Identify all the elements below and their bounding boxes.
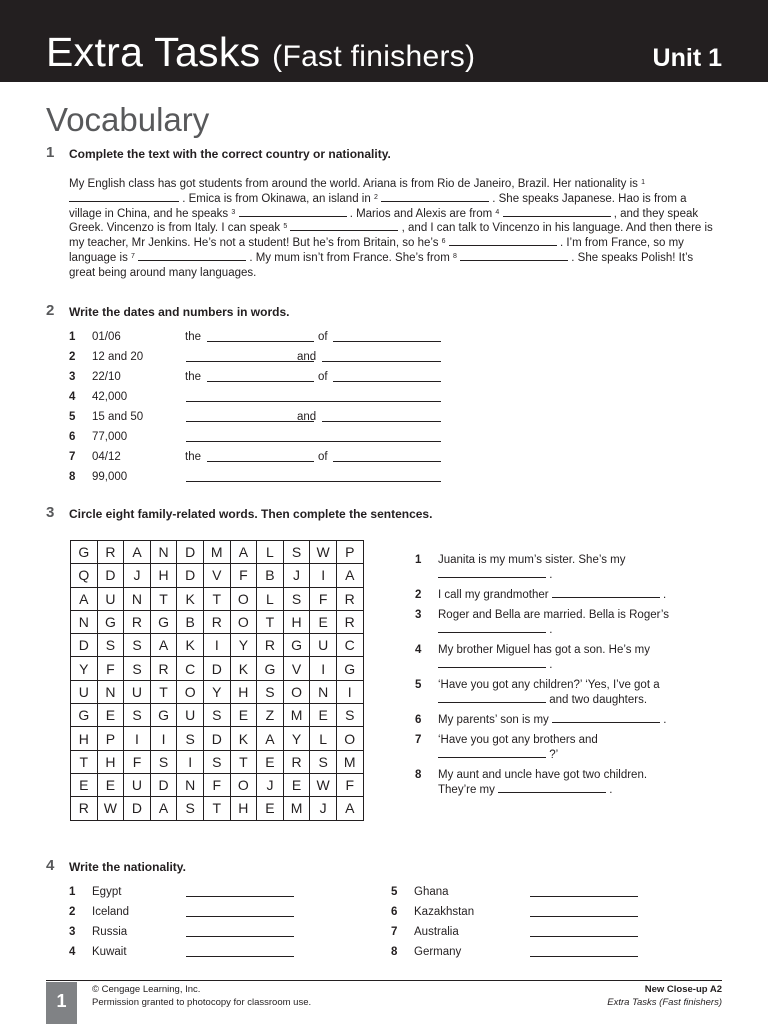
answer-blank[interactable] xyxy=(322,361,441,362)
country-name: Russia xyxy=(92,926,128,938)
grid-letter[interactable]: T xyxy=(203,797,230,820)
answer-blank[interactable] xyxy=(186,421,314,422)
grid-row xyxy=(71,773,364,796)
exercise-1-text xyxy=(69,177,717,281)
grid-letter[interactable]: O xyxy=(336,727,363,750)
sentence-4-blank[interactable] xyxy=(438,658,546,668)
item-word: and xyxy=(297,351,317,363)
sentence-1-blank[interactable] xyxy=(438,568,546,578)
sentence-text: . xyxy=(549,658,553,671)
grid-letter[interactable]: Y xyxy=(230,634,257,657)
text-segment: My English class has got students from around the world. Ariana is from Rio de Janeiro, Brazil. Her nationality is xyxy=(69,178,642,190)
grid-letter[interactable]: U xyxy=(177,704,204,727)
grid-letter[interactable]: A xyxy=(257,727,284,750)
answer-blank[interactable] xyxy=(333,341,441,342)
grid-letter[interactable]: D xyxy=(150,773,177,796)
grid-letter[interactable]: C xyxy=(336,634,363,657)
item-number: 3 xyxy=(69,371,76,383)
book-info xyxy=(607,984,722,1009)
grid-letter[interactable]: Y xyxy=(283,727,310,750)
exercise-1-instruction: Complete the text with the correct country or nationality. xyxy=(69,147,391,161)
grid-letter[interactable]: K xyxy=(177,634,204,657)
answer-blank[interactable] xyxy=(333,381,441,382)
grid-letter[interactable]: C xyxy=(177,657,204,680)
item-number: 6 xyxy=(69,431,76,443)
gap-5-blank[interactable] xyxy=(290,221,398,231)
answer-blank[interactable] xyxy=(186,916,294,917)
grid-letter[interactable]: Z xyxy=(257,704,284,727)
grid-letter[interactable]: T xyxy=(71,750,98,773)
grid-letter[interactable]: H xyxy=(150,564,177,587)
item-word: and xyxy=(297,411,317,423)
item-number: 4 xyxy=(69,391,76,403)
grid-letter[interactable]: D xyxy=(177,541,204,564)
item-prompt: 15 and 50 xyxy=(92,411,144,423)
grid-row xyxy=(71,750,364,773)
answer-blank[interactable] xyxy=(530,896,638,897)
country-name: Kazakhstan xyxy=(414,906,475,918)
grid-letter[interactable]: E xyxy=(283,773,310,796)
grid-letter[interactable]: I xyxy=(203,634,230,657)
book-title: New Close-up A2 xyxy=(644,984,722,995)
grid-letter[interactable]: S xyxy=(150,750,177,773)
sentence-7 xyxy=(438,733,598,762)
item-prompt: 77,000 xyxy=(92,431,128,443)
gap-2-blank[interactable] xyxy=(381,192,489,202)
item-number: 3 xyxy=(69,926,76,938)
grid-row xyxy=(71,657,364,680)
grid-letter[interactable]: W xyxy=(310,541,337,564)
grid-letter[interactable]: U xyxy=(124,680,151,703)
text-segment: , and I can talk to Vincenzo in his language. And then there is my teacher, Mr Jenkins. He’s not a student! But he’s from Britain, so he’s xyxy=(69,222,713,250)
grid-row xyxy=(71,587,364,610)
grid-letter[interactable]: N xyxy=(124,587,151,610)
grid-letter[interactable]: N xyxy=(310,680,337,703)
item-number: 7 xyxy=(391,926,398,938)
exercise-3-number: 3 xyxy=(46,504,55,521)
title-subtitle: (Fast finishers) xyxy=(272,40,476,73)
answer-blank[interactable] xyxy=(530,916,638,917)
sentence-number: 4 xyxy=(415,644,422,656)
sentence-text: My aunt and uncle have got two children. xyxy=(438,769,648,781)
answer-blank[interactable] xyxy=(186,441,441,442)
page-title xyxy=(46,28,475,81)
grid-letter[interactable]: M xyxy=(283,704,310,727)
section-title: Vocabulary xyxy=(46,101,210,138)
grid-row xyxy=(71,610,364,633)
grid-letter[interactable]: A xyxy=(150,797,177,820)
grid-letter[interactable]: R xyxy=(150,657,177,680)
sentence-number: 2 xyxy=(415,589,422,601)
text-segment: . I’m from France, so my language is xyxy=(69,237,684,264)
grid-letter[interactable]: T xyxy=(150,680,177,703)
grid-letter[interactable]: A xyxy=(71,587,98,610)
grid-letter[interactable]: I xyxy=(310,657,337,680)
grid-letter[interactable]: O xyxy=(230,587,257,610)
grid-letter[interactable]: E xyxy=(230,704,257,727)
answer-blank[interactable] xyxy=(186,936,294,937)
sentence-2 xyxy=(438,588,666,603)
grid-letter[interactable]: R xyxy=(257,634,284,657)
sentence-5 xyxy=(438,678,660,707)
exercise-4-number: 4 xyxy=(46,857,55,874)
grid-letter[interactable]: O xyxy=(177,680,204,703)
grid-letter[interactable]: S xyxy=(203,704,230,727)
country-name: Australia xyxy=(414,926,459,938)
gap-number: 8 xyxy=(452,252,457,260)
grid-letter[interactable]: I xyxy=(150,727,177,750)
sentence-number: 7 xyxy=(415,734,422,746)
grid-row xyxy=(71,704,364,727)
grid-letter[interactable]: M xyxy=(283,797,310,820)
grid-letter[interactable]: J xyxy=(257,773,284,796)
grid-letter[interactable]: M xyxy=(336,750,363,773)
grid-letter[interactable]: H xyxy=(97,750,124,773)
item-prompt: 12 and 20 xyxy=(92,351,144,363)
grid-letter[interactable]: W xyxy=(97,797,124,820)
sentence-number: 1 xyxy=(415,554,422,566)
sentence-number: 3 xyxy=(415,609,422,621)
sentence-6 xyxy=(438,713,666,728)
grid-letter[interactable]: R xyxy=(124,610,151,633)
grid-letter[interactable]: J xyxy=(310,797,337,820)
item-prompt: 01/06 xyxy=(92,331,121,343)
grid-letter[interactable]: E xyxy=(310,610,337,633)
gap-1-blank[interactable] xyxy=(69,192,179,202)
grid-letter[interactable]: L xyxy=(310,727,337,750)
grid-letter[interactable]: U xyxy=(124,773,151,796)
grid-letter[interactable]: D xyxy=(203,657,230,680)
grid-letter[interactable]: G xyxy=(336,657,363,680)
grid-letter[interactable]: G xyxy=(257,657,284,680)
grid-letter[interactable]: G xyxy=(71,541,98,564)
grid-letter[interactable]: N xyxy=(97,680,124,703)
grid-letter[interactable]: D xyxy=(124,797,151,820)
grid-row xyxy=(71,680,364,703)
item-word: the xyxy=(185,331,201,343)
grid-letter[interactable]: A xyxy=(230,541,257,564)
item-number: 2 xyxy=(69,906,76,918)
grid-letter[interactable]: S xyxy=(124,657,151,680)
answer-blank[interactable] xyxy=(186,401,441,402)
sentence-3 xyxy=(438,608,669,637)
country-name: Germany xyxy=(414,946,462,958)
gap-number: 4 xyxy=(495,208,500,216)
title-main: Extra Tasks xyxy=(46,29,261,75)
grid-letter[interactable]: K xyxy=(230,657,257,680)
grid-letter[interactable]: B xyxy=(177,610,204,633)
answer-blank[interactable] xyxy=(207,461,314,462)
grid-letter[interactable]: E xyxy=(257,797,284,820)
answer-blank[interactable] xyxy=(322,421,441,422)
grid-letter[interactable]: I xyxy=(177,750,204,773)
grid-letter[interactable]: D xyxy=(71,634,98,657)
grid-letter[interactable]: A xyxy=(150,634,177,657)
grid-row xyxy=(71,541,364,564)
grid-row xyxy=(71,797,364,820)
grid-letter[interactable]: R xyxy=(71,797,98,820)
unit-label: Unit 1 xyxy=(652,44,722,72)
grid-letter[interactable]: W xyxy=(310,773,337,796)
gap-number: 2 xyxy=(373,193,378,201)
grid-letter[interactable]: F xyxy=(230,564,257,587)
grid-letter[interactable]: S xyxy=(177,727,204,750)
grid-letter[interactable]: S xyxy=(257,680,284,703)
item-word: of xyxy=(318,331,328,343)
sentence-3-blank[interactable] xyxy=(438,623,546,633)
copyright-notice xyxy=(92,984,311,1009)
item-number: 8 xyxy=(391,946,398,958)
sentence-text: . xyxy=(663,714,667,726)
grid-letter[interactable]: A xyxy=(336,564,363,587)
exercise-2-number: 2 xyxy=(46,302,55,319)
grid-letter[interactable]: S xyxy=(283,541,310,564)
sentence-2-blank[interactable] xyxy=(552,588,660,598)
sentence-text: . xyxy=(549,568,553,581)
grid-row xyxy=(71,564,364,587)
answer-blank[interactable] xyxy=(186,361,314,362)
grid-letter[interactable]: F xyxy=(97,657,124,680)
grid-letter[interactable]: V xyxy=(203,564,230,587)
text-segment: . She speaks Japanese. Hao is from a village in China, and he speaks xyxy=(69,192,687,220)
sentence-text: My brother Miguel has got a son. He’s my xyxy=(438,644,650,656)
answer-blank[interactable] xyxy=(530,936,638,937)
gap-number: 6 xyxy=(441,238,446,246)
grid-letter[interactable]: J xyxy=(283,564,310,587)
copyright-text: © Cengage Learning, Inc. xyxy=(92,984,201,995)
answer-blank[interactable] xyxy=(186,896,294,897)
grid-letter[interactable]: R xyxy=(283,750,310,773)
gap-7-blank[interactable] xyxy=(138,251,246,261)
grid-letter[interactable]: F xyxy=(336,773,363,796)
item-word: the xyxy=(185,451,201,463)
answer-blank[interactable] xyxy=(333,461,441,462)
item-number: 8 xyxy=(69,471,76,483)
grid-letter[interactable]: T xyxy=(257,610,284,633)
word-search-grid xyxy=(70,540,364,821)
grid-letter[interactable]: S xyxy=(97,634,124,657)
grid-letter[interactable]: T xyxy=(150,587,177,610)
item-word: the xyxy=(185,371,201,383)
grid-letter[interactable]: K xyxy=(230,727,257,750)
grid-letter[interactable]: R xyxy=(336,610,363,633)
grid-letter[interactable]: T xyxy=(230,750,257,773)
item-prompt: 42,000 xyxy=(92,391,128,403)
sentence-1 xyxy=(438,553,625,582)
sentence-number: 5 xyxy=(415,679,422,691)
grid-letter[interactable]: G xyxy=(97,610,124,633)
permission-text: Permission granted to photocopy for classroom use. xyxy=(92,996,312,1008)
gap-8-blank[interactable] xyxy=(460,251,568,261)
grid-letter[interactable]: S xyxy=(203,750,230,773)
grid-letter[interactable]: S xyxy=(310,750,337,773)
item-number: 4 xyxy=(69,946,76,958)
item-number: 2 xyxy=(69,351,76,363)
item-prompt: 99,000 xyxy=(92,471,128,483)
country-name: Egypt xyxy=(92,886,122,898)
sentence-text: ‘Have you got any children?’ ‘Yes, I’ve got a xyxy=(438,679,660,691)
exercise-2-instruction: Write the dates and numbers in words. xyxy=(69,305,290,319)
grid-letter[interactable]: K xyxy=(177,587,204,610)
text-segment: . My mum isn’t from France. She’s from xyxy=(246,251,453,264)
item-number: 6 xyxy=(391,906,398,918)
footer-divider xyxy=(46,980,722,981)
grid-letter[interactable]: R xyxy=(203,610,230,633)
grid-letter[interactable]: Q xyxy=(71,564,98,587)
item-word: of xyxy=(318,451,328,463)
country-name: Ghana xyxy=(414,886,449,898)
grid-letter[interactable]: S xyxy=(177,797,204,820)
sentence-7-blank[interactable] xyxy=(438,748,546,758)
grid-letter[interactable]: J xyxy=(124,564,151,587)
sentence-8 xyxy=(438,768,647,797)
sentence-6-blank[interactable] xyxy=(552,713,660,723)
grid-letter[interactable]: R xyxy=(336,587,363,610)
sentence-text: They’re my xyxy=(438,783,495,796)
grid-letter[interactable]: F xyxy=(203,773,230,796)
grid-letter[interactable]: E xyxy=(97,773,124,796)
sentence-8-blank[interactable] xyxy=(498,783,606,793)
grid-letter[interactable]: B xyxy=(257,564,284,587)
grid-letter[interactable]: A xyxy=(336,797,363,820)
text-segment: . Emica is from Okinawa, an island in xyxy=(179,192,374,205)
item-number: 5 xyxy=(69,411,76,423)
grid-letter[interactable]: D xyxy=(203,727,230,750)
grid-letter[interactable]: G xyxy=(71,704,98,727)
sentence-text: . xyxy=(609,783,613,796)
grid-letter[interactable]: L xyxy=(257,587,284,610)
answer-blank[interactable] xyxy=(207,341,314,342)
grid-letter[interactable]: H xyxy=(230,797,257,820)
item-number: 7 xyxy=(69,451,76,463)
item-number: 1 xyxy=(69,886,76,898)
grid-letter[interactable]: E xyxy=(257,750,284,773)
gap-number: 7 xyxy=(131,252,135,260)
grid-letter[interactable]: I xyxy=(124,727,151,750)
gap-4-blank[interactable] xyxy=(503,207,611,217)
grid-letter[interactable]: O xyxy=(283,680,310,703)
grid-row xyxy=(71,634,364,657)
text-segment: . Marios and Alexis are from xyxy=(346,207,496,220)
exercise-1-number: 1 xyxy=(46,144,55,161)
grid-letter[interactable]: O xyxy=(230,610,257,633)
grid-letter[interactable]: U xyxy=(310,634,337,657)
sentence-4 xyxy=(438,643,650,672)
answer-blank[interactable] xyxy=(186,481,441,482)
grid-letter[interactable]: P xyxy=(336,541,363,564)
answer-blank[interactable] xyxy=(207,381,314,382)
grid-letter[interactable]: H xyxy=(283,610,310,633)
answer-blank[interactable] xyxy=(186,956,294,957)
grid-letter[interactable]: F xyxy=(124,750,151,773)
sentence-text: . xyxy=(662,589,667,601)
country-name: Kuwait xyxy=(92,946,127,958)
sentence-number: 8 xyxy=(415,769,422,781)
gap-number: 5 xyxy=(283,223,288,231)
grid-letter[interactable]: Y xyxy=(203,680,230,703)
page-header xyxy=(0,0,768,82)
book-subtitle: Extra Tasks (Fast finishers) xyxy=(607,996,722,1008)
item-word: of xyxy=(318,371,328,383)
grid-letter[interactable]: F xyxy=(310,587,337,610)
country-name: Iceland xyxy=(92,906,130,918)
item-prompt: 04/12 xyxy=(92,451,121,463)
sentence-text: and two daughters. xyxy=(549,693,648,706)
sentence-text: ‘Have you got any brothers and xyxy=(438,734,598,746)
grid-letter[interactable]: U xyxy=(71,680,98,703)
gap-number: 3 xyxy=(231,208,236,216)
gap-6-blank[interactable] xyxy=(449,236,557,246)
exercise-3-instruction: Circle eight family-related words. Then complete the sentences. xyxy=(69,507,433,521)
sentence-text: . xyxy=(549,623,553,636)
grid-letter[interactable]: E xyxy=(97,704,124,727)
answer-blank[interactable] xyxy=(530,956,638,957)
text-segment: . She speaks Polish! It’s great being around many languages. xyxy=(69,251,694,279)
grid-letter[interactable]: S xyxy=(336,704,363,727)
gap-number: 1 xyxy=(641,179,645,186)
item-number: 5 xyxy=(391,886,398,898)
grid-letter[interactable]: R xyxy=(97,541,124,564)
grid-letter[interactable]: S xyxy=(124,634,151,657)
grid-letter[interactable]: M xyxy=(203,541,230,564)
grid-letter[interactable]: T xyxy=(203,587,230,610)
sentence-text: ?’ xyxy=(549,748,559,761)
grid-letter[interactable]: N xyxy=(177,773,204,796)
sentence-text: My parents’ son is my xyxy=(438,714,549,726)
grid-letter[interactable]: V xyxy=(283,657,310,680)
grid-letter[interactable]: S xyxy=(283,587,310,610)
sentence-text: I call my grandmother xyxy=(438,589,549,601)
sentence-text: Juanita is my mum’s sister. She’s my xyxy=(438,554,626,566)
grid-letter[interactable]: G xyxy=(150,610,177,633)
page-number: 1 xyxy=(46,982,77,1024)
grid-letter[interactable]: I xyxy=(310,564,337,587)
grid-letter[interactable]: S xyxy=(124,704,151,727)
grid-letter[interactable]: G xyxy=(283,634,310,657)
grid-letter[interactable]: N xyxy=(150,541,177,564)
grid-letter[interactable]: D xyxy=(97,564,124,587)
grid-letter[interactable]: U xyxy=(97,587,124,610)
grid-letter[interactable]: E xyxy=(310,704,337,727)
grid-letter[interactable]: I xyxy=(336,680,363,703)
text-segment: , and they speak Greek. Vincenzo is from Italy. I can speak xyxy=(69,207,699,235)
grid-letter[interactable]: H xyxy=(71,727,98,750)
grid-letter[interactable]: H xyxy=(230,680,257,703)
grid-letter[interactable]: N xyxy=(71,610,98,633)
grid-letter[interactable]: O xyxy=(230,773,257,796)
gap-3-blank[interactable] xyxy=(239,207,347,217)
item-number: 1 xyxy=(69,331,76,343)
sentence-text: Roger and Bella are married. Bella is Roger’s xyxy=(438,609,669,621)
grid-letter[interactable]: P xyxy=(97,727,124,750)
grid-letter[interactable]: L xyxy=(257,541,284,564)
grid-letter[interactable]: Y xyxy=(71,657,98,680)
item-prompt: 22/10 xyxy=(92,371,121,383)
exercise-4-instruction: Write the nationality. xyxy=(69,860,186,874)
grid-letter[interactable]: E xyxy=(71,773,98,796)
sentence-number: 6 xyxy=(415,714,422,726)
grid-letter[interactable]: A xyxy=(124,541,151,564)
grid-letter[interactable]: G xyxy=(150,704,177,727)
grid-letter[interactable]: D xyxy=(177,564,204,587)
grid-row xyxy=(71,727,364,750)
sentence-5-blank[interactable] xyxy=(438,693,546,703)
